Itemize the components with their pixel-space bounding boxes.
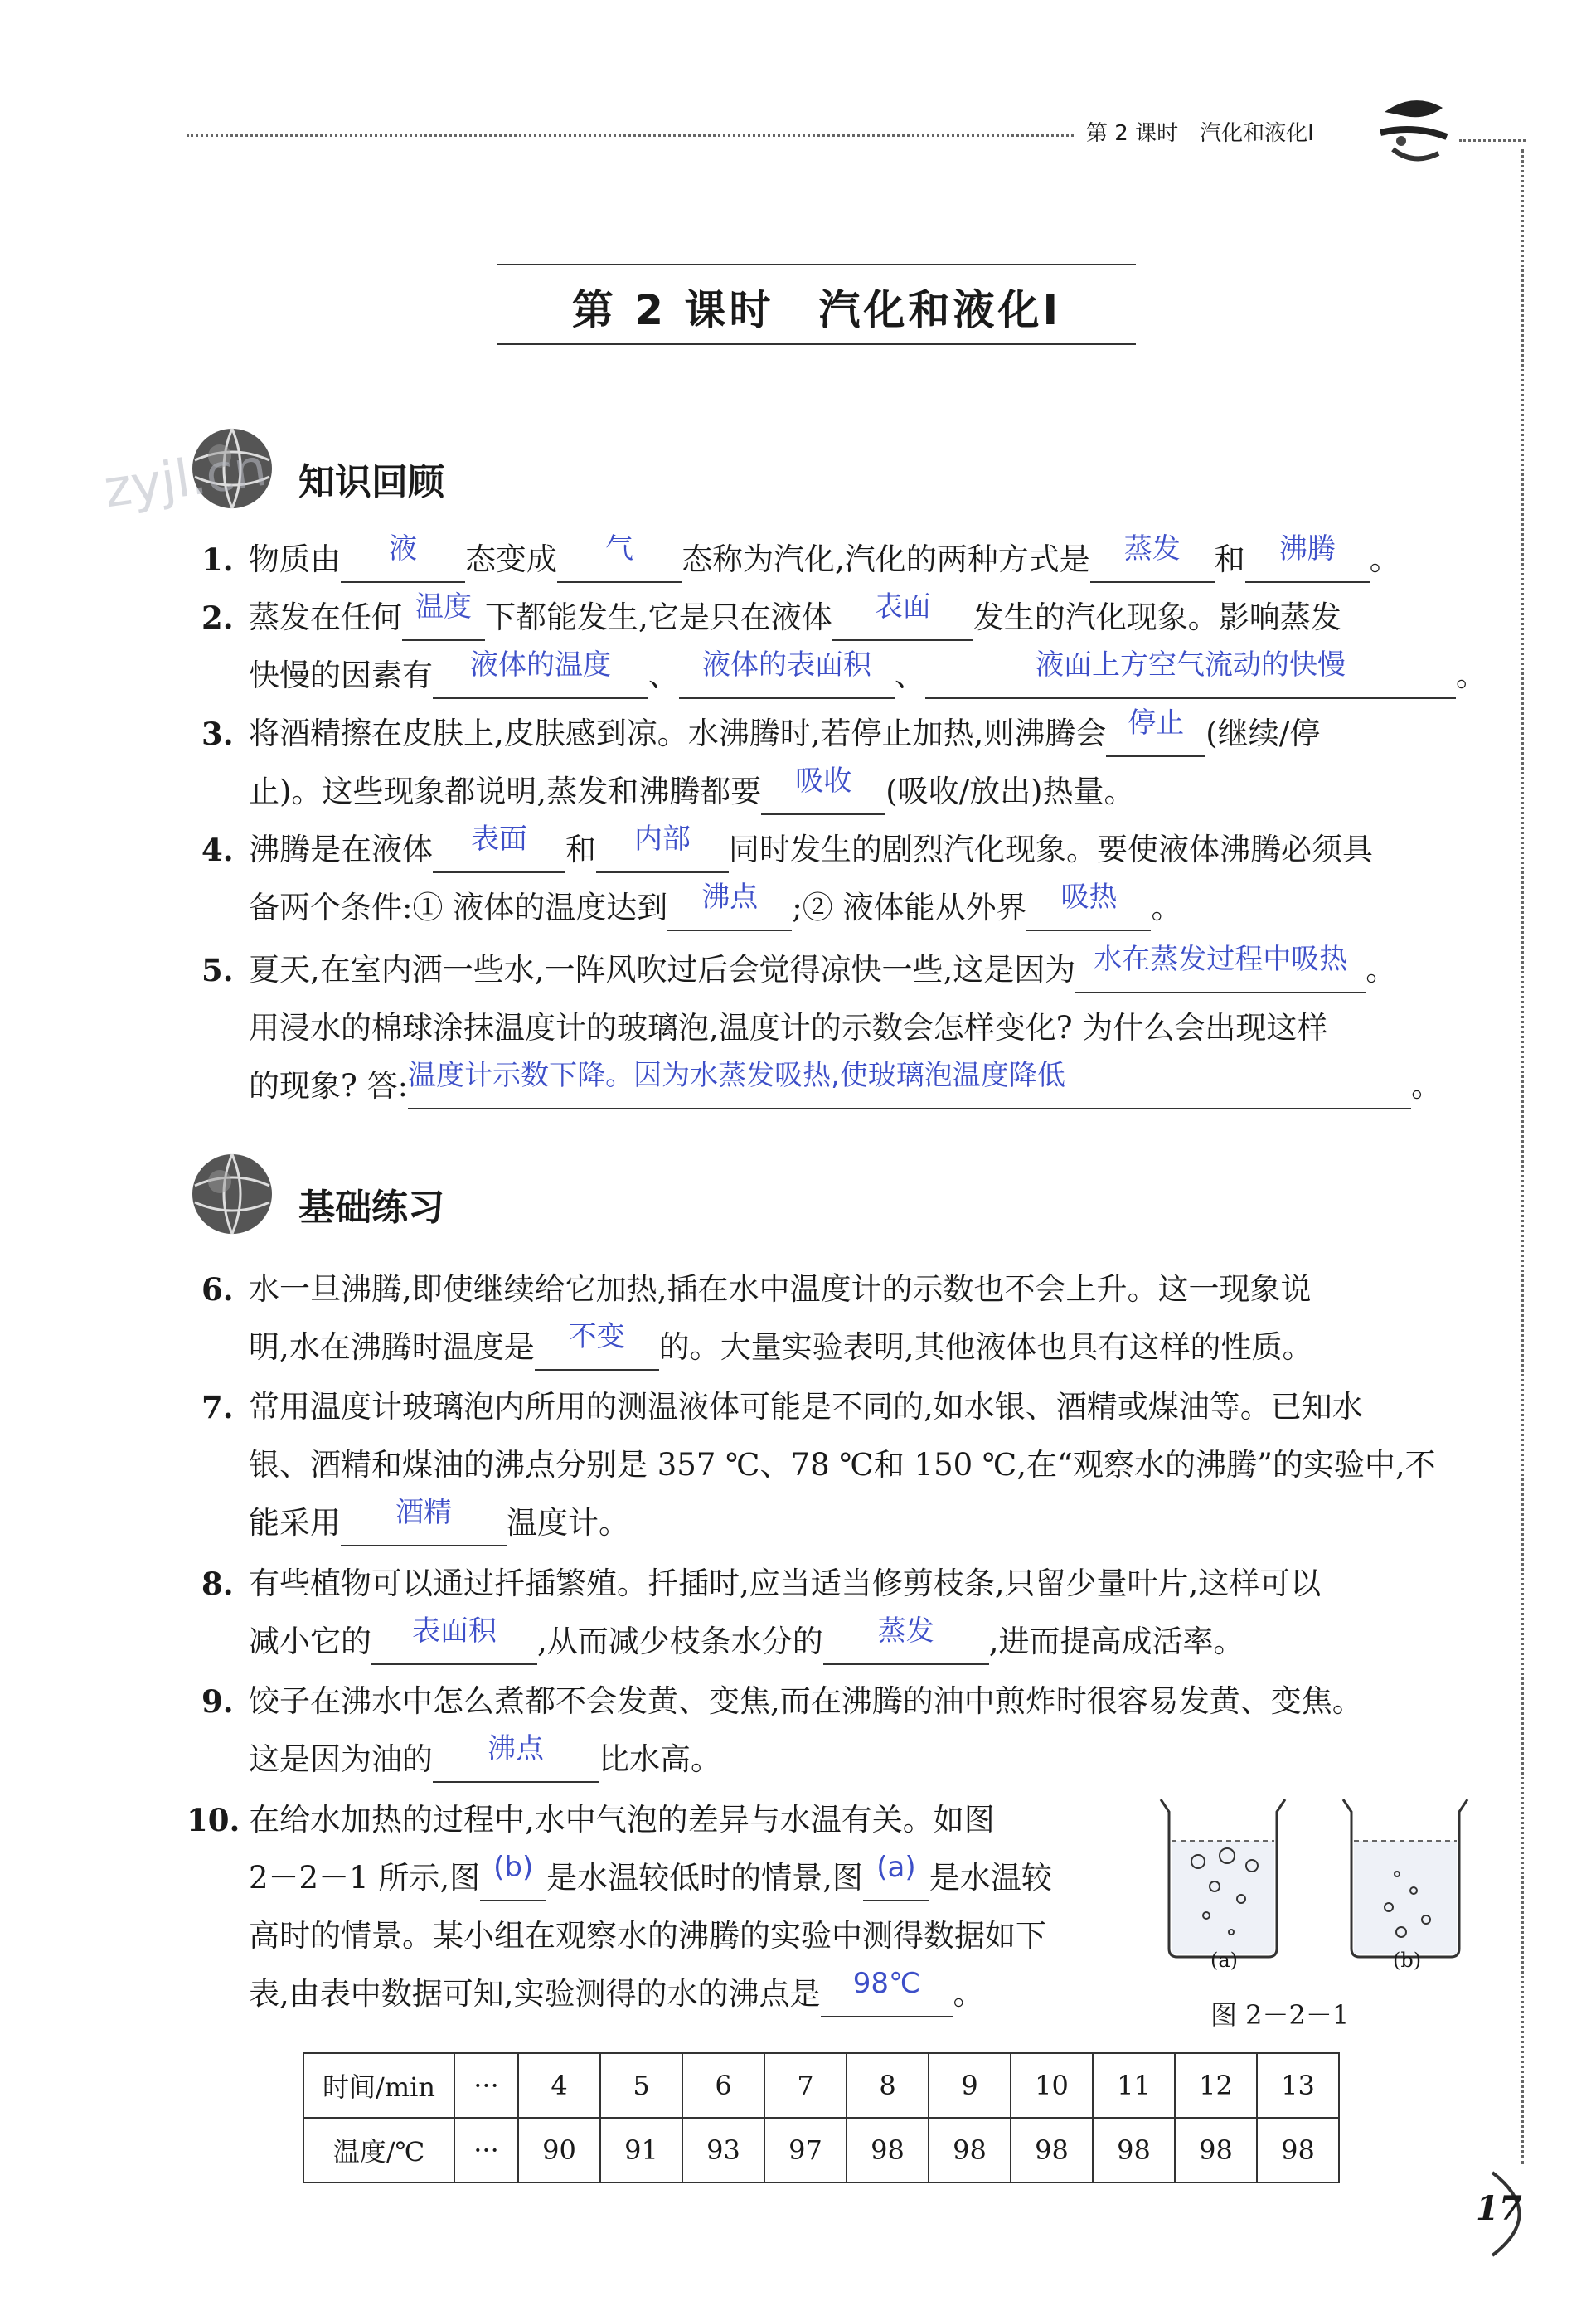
question-number: 2. (201, 600, 234, 636)
table-cell: 8 (847, 2053, 929, 2118)
answer-blank: 不变 (535, 1327, 659, 1371)
answer-blank: 表面 (832, 597, 973, 641)
question-10-line-2: 2－2－1 所示,图 (b) 是水温较低时的情景,图 (a) 是水温较 (249, 1857, 1052, 1901)
table-row (303, 2053, 1339, 2118)
answer-blank: 98℃ (821, 1974, 953, 2017)
question-number: 4. (201, 832, 234, 868)
answer-blank: 酒精 (341, 1503, 507, 1546)
section-title-review: 知识回顾 (298, 461, 444, 503)
question-1: 物质由 液 态变成 气 态称为汽化,汽化的两种方式是 蒸发 和 沸腾 。 (249, 539, 1400, 583)
answer-blank: 蒸发 (1090, 539, 1215, 583)
answer-blank: 表面积 (371, 1621, 537, 1665)
question-6-line-1: 水一旦沸腾,即使继续给它加热,插在水中温度计的示数也不会上升。这一现象说 (249, 1271, 1312, 1307)
page-number: 17 (1476, 2189, 1522, 2228)
table-cell: 98 (1093, 2118, 1175, 2182)
question-9-line-2: 这是因为油的 沸点 比水高。 (249, 1739, 721, 1783)
table-cell: 97 (764, 2118, 847, 2182)
table-cell: 98 (1011, 2118, 1093, 2182)
question-6-line-2: 明,水在沸腾时温度是 不变 的。大量实验表明,其他液体也具有这样的性质。 (249, 1327, 1313, 1371)
question-4-line-2: 备两个条件:① 液体的温度达到 沸点 ;② 液体能从外界 吸热 。 (249, 887, 1181, 931)
answer-blank: 表面 (433, 829, 565, 873)
table-cell: 98 (1175, 2118, 1257, 2182)
table-cell: 5 (600, 2053, 682, 2118)
table-cell: ··· (454, 2118, 518, 2182)
question-3-line-2: 止)。这些现象都说明,蒸发和沸腾都要 吸收 (吸收/放出)热量。 (249, 771, 1135, 815)
data-table (303, 2052, 1340, 2183)
table-cell: 98 (929, 2118, 1011, 2182)
table-cell: 6 (682, 2053, 764, 2118)
question-5-line-3: 的现象? 答:温度计示数下降。因为水蒸发吸热,使玻璃泡温度降低 。 (249, 1066, 1442, 1109)
question-7-line-2: 银、酒精和煤油的沸点分别是 357 ℃、78 ℃和 150 ℃,在“观察水的沸腾”的实验中,不 (249, 1447, 1436, 1483)
answer-blank: (b) (480, 1857, 546, 1901)
question-2-line-2: 快慢的因素有 液体的温度 、 液体的表面积 、 液面上方空气流动的快慢 。 (249, 655, 1487, 699)
header-logo-icon (1368, 87, 1459, 178)
answer-blank: (a) (863, 1857, 929, 1901)
table-cell: 91 (600, 2118, 682, 2182)
question-10-line-3: 高时的情景。某小组在观察水的沸腾的实验中测得数据如下 (249, 1918, 1046, 1954)
answer-blank: 液体的表面积 (679, 655, 895, 699)
question-number: 6. (201, 1271, 234, 1308)
figure-beakers (1148, 1783, 1484, 2040)
question-number: 7. (201, 1389, 234, 1425)
question-number: 5. (201, 952, 234, 988)
answer-blank: 内部 (596, 829, 729, 873)
question-number: 3. (201, 716, 234, 752)
globe-icon (187, 1148, 278, 1240)
question-number: 1. (201, 541, 234, 578)
question-10-line-4: 表,由表中数据可知,实验测得的水的沸点是 98℃ 。 (249, 1974, 984, 2017)
question-7-line-3: 能采用 酒精 温度计。 (249, 1503, 629, 1546)
table-row-header: 温度/℃ (303, 2118, 454, 2182)
table-cell: 90 (518, 2118, 600, 2182)
watermark: zyjl.cn (99, 436, 270, 520)
table-cell: 13 (1257, 2053, 1339, 2118)
question-number: 9. (201, 1683, 234, 1720)
table-cell: 12 (1175, 2053, 1257, 2118)
answer-blank: 沸点 (433, 1739, 599, 1783)
answer-blank: 沸腾 (1245, 539, 1370, 583)
question-9-line-1: 饺子在沸水中怎么煮都不会发黄、变焦,而在沸腾的油中煎炸时很容易发黄、变焦。 (249, 1683, 1363, 1719)
answer-blank: 吸热 (1026, 887, 1151, 931)
answer-blank: 温度计示数下降。因为水蒸发吸热,使玻璃泡温度降低 (408, 1066, 1411, 1109)
section-title-practice: 基础练习 (298, 1187, 444, 1229)
table-cell: 10 (1011, 2053, 1093, 2118)
question-5-line-1: 夏天,在室内洒一些水,一阵风吹过后会觉得凉快一些,这是因为 水在蒸发过程中吸热 。 (249, 949, 1396, 993)
answer-blank: 温度 (402, 597, 485, 641)
question-5-line-2: 用浸水的棉球涂抹温度计的玻璃泡,温度计的示数会怎样变化? 为什么会出现这样 (249, 1010, 1328, 1046)
answer-blank: 沸点 (667, 887, 792, 931)
table-row-header: 时间/min (303, 2053, 454, 2118)
question-4-line-1: 沸腾是在液体 表面 和 内部 同时发生的剧烈汽化现象。要使液体沸腾必须具 (249, 829, 1373, 873)
answer-blank: 液 (341, 539, 465, 583)
answer-blank: 气 (557, 539, 682, 583)
question-number: 10. (187, 1802, 240, 1838)
lesson-title: 第 2 课时 汽化和液化Ⅰ (571, 286, 1062, 334)
question-7-line-1: 常用温度计玻璃泡内所用的测温液体可能是不同的,如水银、酒精或煤油等。已知水 (249, 1389, 1363, 1425)
running-header: 第 2 课时 汽化和液化Ⅰ (1086, 121, 1314, 146)
lesson-title-box (497, 264, 1136, 345)
figure-label-b: (b) (1393, 1949, 1422, 1972)
answer-blank: 液面上方空气流动的快慢 (925, 655, 1456, 699)
table-cell: 4 (518, 2053, 600, 2118)
table-cell: 98 (847, 2118, 929, 2182)
answer-blank: 液体的温度 (433, 655, 648, 699)
figure-caption: 图 2－2－1 (1210, 1999, 1350, 2031)
question-3-line-1: 将酒精擦在皮肤上,皮肤感到凉。水沸腾时,若停止加热,则沸腾会 停止 (继续/停 (249, 713, 1320, 757)
right-margin-dotted-rule (1521, 149, 1524, 2164)
answer-blank: 蒸发 (823, 1621, 989, 1665)
header-dotted-rule-right (1459, 139, 1526, 142)
table-cell: 93 (682, 2118, 764, 2182)
table-cell: 7 (764, 2053, 847, 2118)
table-cell: ··· (454, 2053, 518, 2118)
answer-blank: 水在蒸发过程中吸热 (1075, 949, 1366, 993)
table-cell: 9 (929, 2053, 1011, 2118)
question-8-line-2: 减小它的 表面积 ,从而减少枝条水分的 蒸发 ,进而提高成活率。 (249, 1621, 1244, 1665)
question-8-line-1: 有些植物可以通过扦插繁殖。扦插时,应当适当修剪枝条,只留少量叶片,这样可以 (249, 1566, 1322, 1601)
table-cell: 11 (1093, 2053, 1175, 2118)
answer-blank: 停止 (1106, 713, 1205, 757)
question-2-line-1: 蒸发在任何 温度 下都能发生,它是只在液体 表面 发生的汽化现象。影响蒸发 (249, 597, 1341, 641)
beakers-diagram (1148, 1783, 1484, 1998)
figure-label-a: (a) (1210, 1949, 1239, 1972)
table-cell: 98 (1257, 2118, 1339, 2182)
question-10-line-1: 在给水加热的过程中,水中气泡的差异与水温有关。如图 (249, 1802, 995, 1838)
question-number: 8. (201, 1566, 234, 1602)
answer-blank: 吸收 (761, 771, 885, 815)
table-row (303, 2118, 1339, 2182)
header-dotted-rule (187, 134, 1074, 137)
